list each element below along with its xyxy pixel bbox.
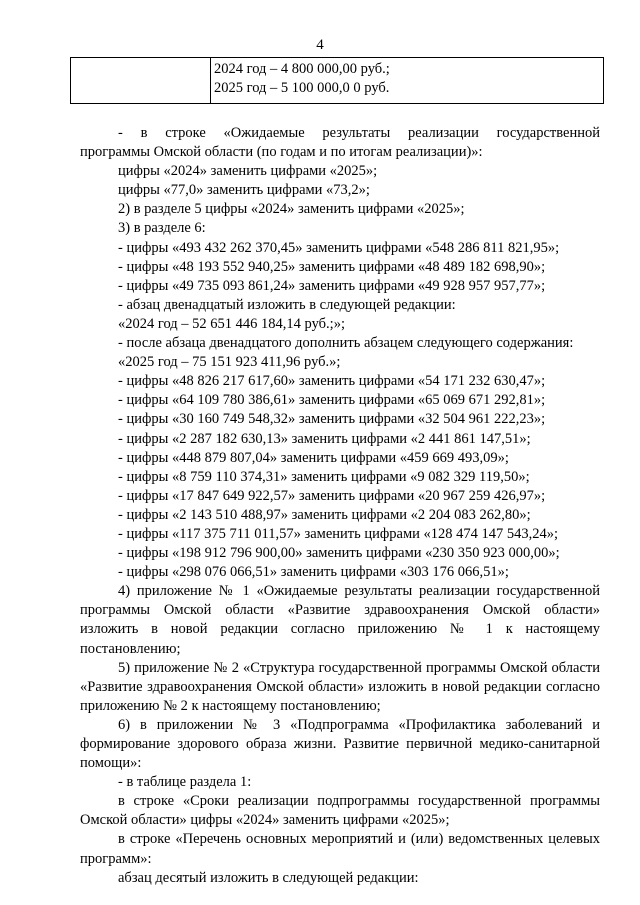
text-line: 3) в разделе 6: bbox=[118, 220, 206, 237]
paragraph-item-6: 6) в приложении № 3 «Подпрограмма «Профилактика заболеваний и формирование здорового образа жизни. Развитие первичной медико-санитарной помощи»: bbox=[80, 716, 600, 772]
text-line: программы Омской области (по годам и по итогам реализации)»: bbox=[80, 144, 483, 161]
text-line: - цифры «2 143 510 488,97» заменить цифрами «2 204 083 262,80»; bbox=[118, 506, 531, 523]
text-line: - абзац двенадцатый изложить в следующей редакции: bbox=[118, 296, 456, 313]
table-value-2025: 2025 год – 5 100 000,0 0 руб. bbox=[214, 80, 390, 96]
paragraph-table-section: - в таблице раздела 1: bbox=[118, 774, 252, 791]
text-line: - цифры «30 160 749 548,32» заменить цифрами «32 504 961 222,23»; bbox=[118, 411, 546, 428]
text-line: - после абзаца двенадцатого дополнить абзацем следующего содержания: bbox=[118, 335, 574, 352]
document-body bbox=[80, 124, 600, 888]
text-line: цифры «2024» заменить цифрами «2025»; bbox=[118, 163, 378, 180]
text-line: - цифры «48 826 217 617,60» заменить цифрами «54 171 232 630,47»; bbox=[118, 373, 546, 390]
paragraph-tenth-abzac: абзац десятый изложить в следующей редакции: bbox=[118, 869, 419, 886]
text-line: - цифры «117 375 711 011,57» заменить цифрами «128 474 147 543,24»; bbox=[118, 525, 559, 542]
paragraph-item-4: 4) приложение № 1 «Ожидаемые результаты реализации государственной программы Омской области «Развитие здравоохранения Омской области» изложить в новой редакции согласно приложению № 1 к настоящему постановлению; bbox=[80, 583, 600, 657]
text-line: - цифры «198 912 796 900,00» заменить цифрами «230 350 923 000,00»; bbox=[118, 545, 560, 562]
text-line: «2025 год – 75 151 923 411,96 руб.»; bbox=[118, 354, 341, 371]
text-line: - цифры «2 287 182 630,13» заменить цифрами «2 441 861 147,51»; bbox=[118, 430, 531, 447]
text-line: цифры «77,0» заменить цифрами «73,2»; bbox=[118, 182, 370, 199]
text-line: - цифры «493 432 262 370,45» заменить цифрами «548 286 811 821,95»; bbox=[118, 239, 560, 256]
paragraph-item-5: 5) приложение № 2 «Структура государственной программы Омской области «Развитие здравоохранения Омской области» изложить в новой редакции согласно приложению № 2 к настоящему постановлению; bbox=[80, 659, 600, 714]
text-line: - цифры «298 076 066,51» заменить цифрами «303 176 066,51»; bbox=[118, 564, 509, 581]
paragraph-measures-row: в строке «Перечень основных мероприятий и (или) ведомственных целевых программ»: bbox=[80, 831, 600, 867]
text-line: - в строке «Ожидаемые результаты реализации государственной bbox=[118, 125, 600, 141]
text-line: 2) в разделе 5 цифры «2024» заменить цифрами «2025»; bbox=[118, 201, 465, 218]
text-line: - цифры «17 847 649 922,57» заменить цифрами «20 967 259 426,97»; bbox=[118, 487, 546, 504]
paragraph-deadline-row: в строке «Сроки реализации подпрограммы государственной программы Омской области» цифры «2024» заменить цифрами «2025»; bbox=[80, 793, 600, 829]
table-cell-empty bbox=[71, 58, 211, 104]
text-line: - цифры «448 879 807,04» заменить цифрами «459 669 493,09»; bbox=[118, 449, 509, 466]
text-line: - цифры «48 193 552 940,25» заменить цифрами «48 489 182 698,90»; bbox=[118, 258, 546, 275]
table-cell-values bbox=[211, 58, 604, 104]
text-line: - цифры «8 759 110 374,31» заменить цифрами «9 082 329 119,50»; bbox=[118, 468, 530, 485]
page-number: 4 bbox=[316, 37, 324, 53]
funding-table bbox=[70, 57, 604, 104]
table-row bbox=[71, 58, 604, 104]
text-line: «2024 год – 52 651 446 184,14 руб.;»; bbox=[118, 315, 345, 332]
table-value-2024: 2024 год – 4 800 000,00 руб.; bbox=[214, 61, 390, 77]
text-line: - цифры «64 109 780 386,61» заменить цифрами «65 069 671 292,81»; bbox=[118, 392, 546, 409]
text-line: - цифры «49 735 093 861,24» заменить цифрами «49 928 957 957,77»; bbox=[118, 277, 546, 294]
